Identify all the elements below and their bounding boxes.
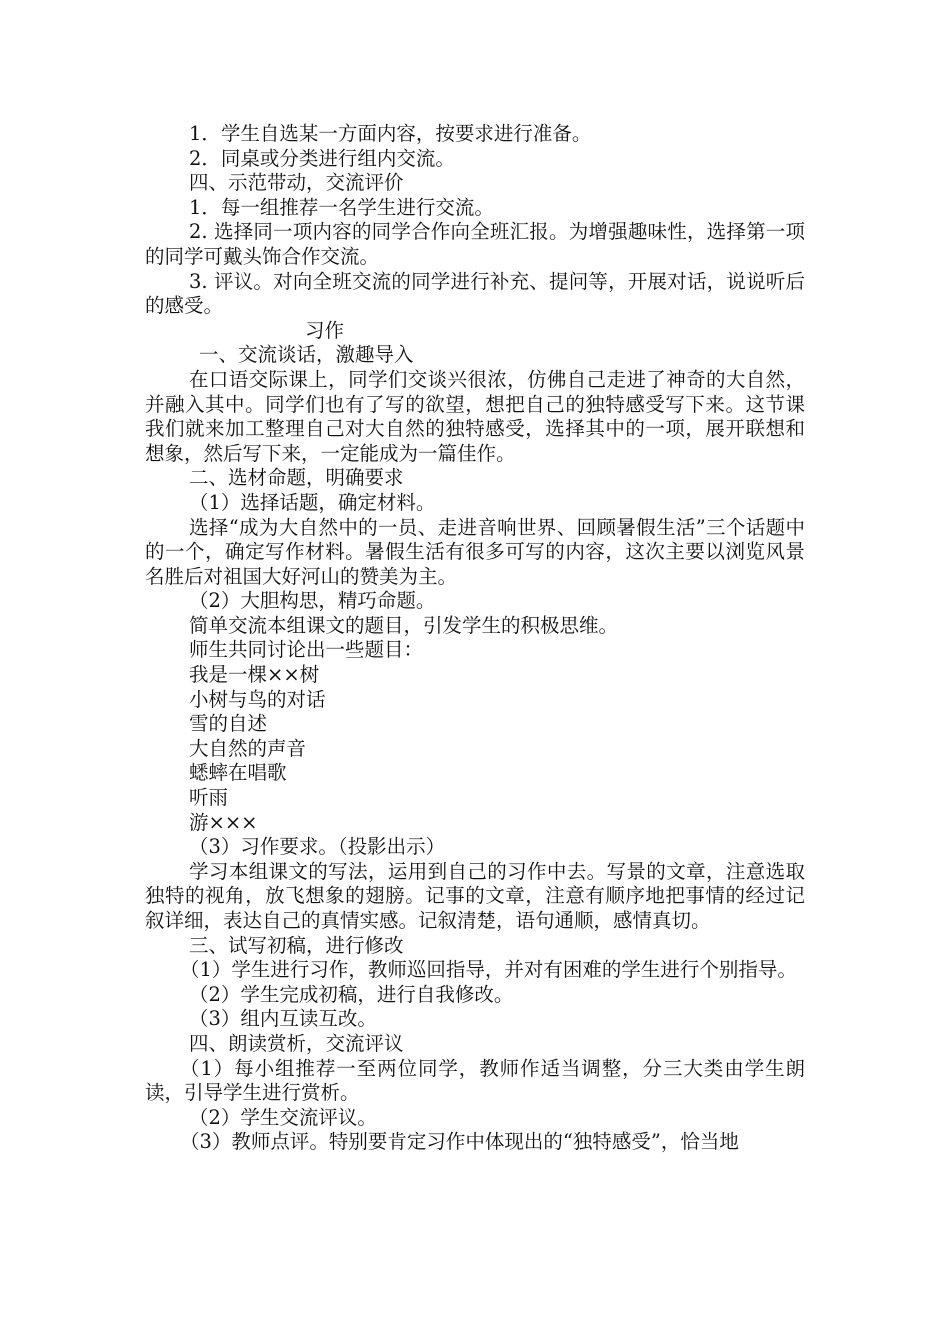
list-item: 听雨 bbox=[189, 786, 229, 810]
paragraph: （1）每小组推荐一至两位同学，教师作适当调整，分三大类由学生朗读，引导学生进行赏析。 bbox=[145, 1056, 805, 1105]
list-item: 大自然的声音 bbox=[189, 736, 307, 760]
section-heading: 一、交流谈话，激趣导入 bbox=[199, 343, 414, 367]
paragraph: 在口语交际课上，同学们交谈兴很浓，仿佛自己走进了神奇的大自然，并融入其中。同学们也有了写的欲望，想把自己的独特感受写下来。这节课我们就来加工整理自己对大自然的独特感受，选择其中的一项，展开联想和想象，然后写下来，一定能成为一篇佳作。 bbox=[145, 367, 805, 465]
list-item: 雪的自述 bbox=[189, 712, 268, 736]
paragraph: 学习本组课文的写法，运用到自己的习作中去。写景的文章，注意选取独特的视角，放飞想象的翅膀。记事的文章，注意有顺序地把事情的经过记叙详细，表达自己的真情实感。记叙清楚，语句通顺，感情真切。 bbox=[145, 859, 805, 932]
document-body bbox=[145, 122, 805, 1155]
paragraph: 师生共同讨论出一些题目： bbox=[189, 638, 424, 662]
section-title: 习作 bbox=[305, 318, 345, 342]
paragraph: （3）教师点评。特别要肯定习作中体现出的“独特感受”，恰当地 bbox=[180, 1130, 739, 1154]
paragraph: （2）学生完成初稿，进行自我修改。 bbox=[189, 982, 514, 1006]
paragraph: 2．同桌或分类进行组内交流。 bbox=[189, 146, 455, 170]
paragraph: 3. 评议。对向全班交流的同学进行补充、提问等，开展对话，说说听后的感受。 bbox=[145, 269, 805, 318]
list-item: 游××× bbox=[189, 810, 258, 834]
paragraph: 选择“成为大自然中的一员、走进音响世界、回顾暑假生活”三个话题中的一个，确定写作材料。暑假生活有很多可写的内容，这次主要以浏览风景名胜后对祖国大好河山的赞美为主。 bbox=[145, 515, 805, 588]
section-heading: 四、朗读赏析，交流评议 bbox=[189, 1031, 404, 1055]
section-heading: 三、试写初稿，进行修改 bbox=[189, 933, 404, 957]
paragraph: 1．每一组推荐一名学生进行交流。 bbox=[189, 195, 494, 219]
paragraph: 2. 选择同一项内容的同学合作向全班汇报。为增强趣味性，选择第一项的同学可戴头饰合作交流。 bbox=[145, 220, 805, 268]
paragraph: 简单交流本组课文的题目，引发学生的积极思维。 bbox=[189, 613, 619, 637]
section-heading: 二、选材命题，明确要求 bbox=[189, 466, 404, 490]
paragraph: （3）组内互读互改。 bbox=[189, 1007, 377, 1031]
list-item: 小树与鸟的对话 bbox=[189, 687, 326, 711]
paragraph: 1．学生自选某一方面内容，按要求进行准备。 bbox=[189, 122, 592, 145]
paragraph: （2）学生交流评议。 bbox=[189, 1105, 377, 1129]
paragraph: （1）学生进行习作，教师巡回指导，并对有困难的学生进行个别指导。 bbox=[180, 958, 797, 982]
list-item: 我是一棵××树 bbox=[189, 663, 320, 687]
paragraph: （1）选择话题，确定材料。 bbox=[189, 490, 436, 514]
paragraph: （2）大胆构思，精巧命题。 bbox=[189, 589, 436, 613]
section-heading: 四、示范带动，交流评价 bbox=[189, 171, 404, 195]
list-item: 蟋蟀在唱歌 bbox=[189, 761, 287, 785]
paragraph: （3）习作要求。（投影出示） bbox=[189, 835, 446, 859]
